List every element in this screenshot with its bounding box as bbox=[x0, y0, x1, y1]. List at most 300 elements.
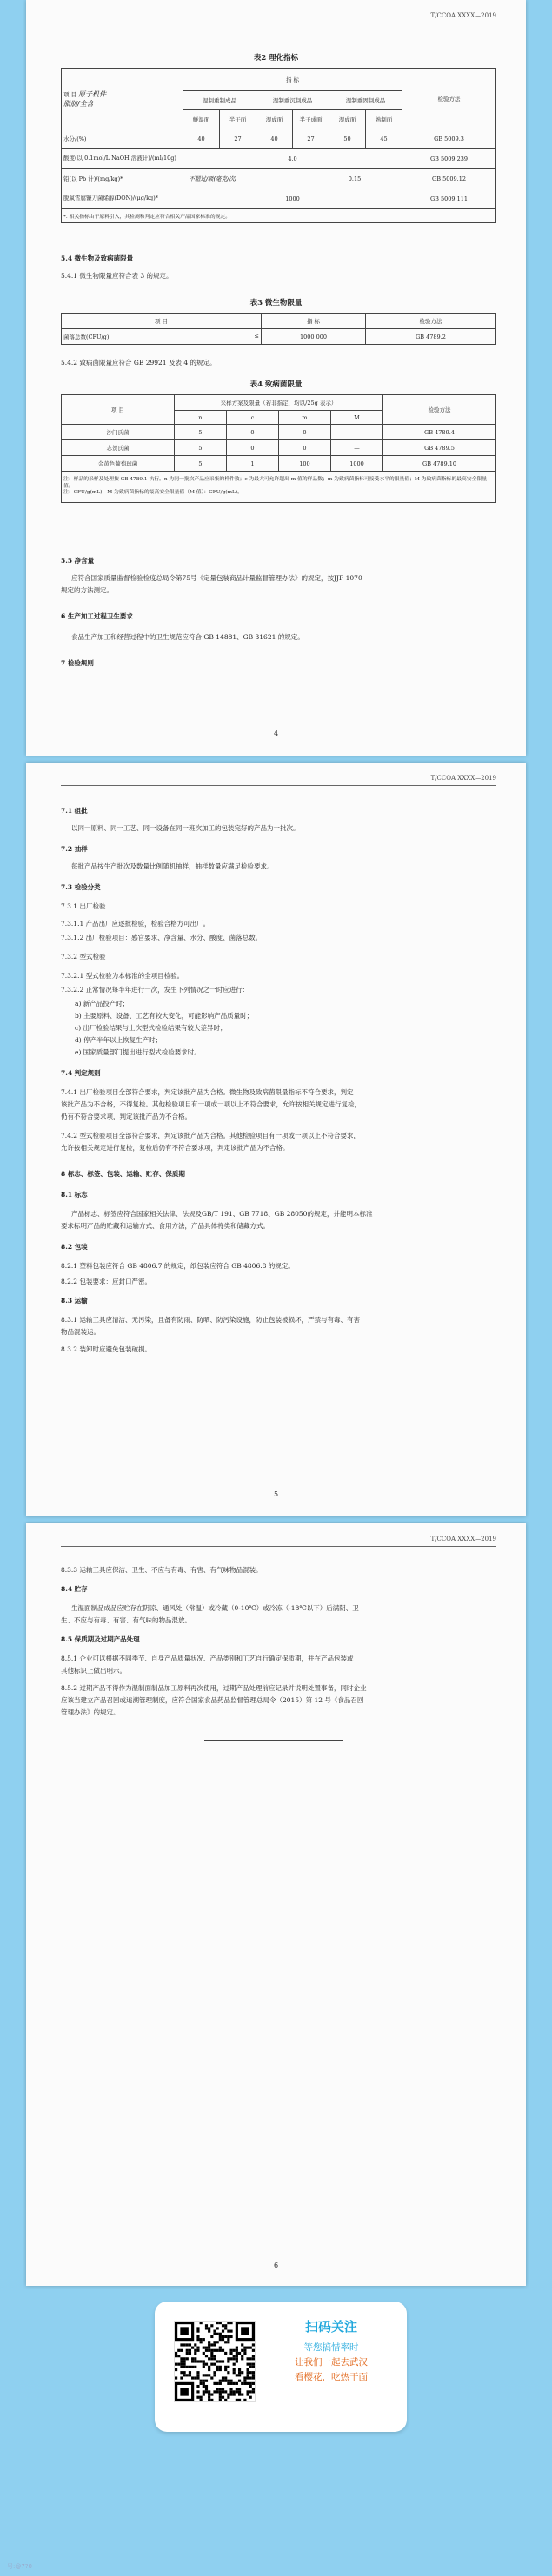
qr-module bbox=[249, 2357, 252, 2360]
paragraph-line: 7.4.2 型式检验项目全部符合要求，判定该批产品为合格。其他检验项目有一项或一项以上不符合要求， bbox=[61, 1132, 360, 1139]
section-5-5: 5.5 净含量 bbox=[61, 557, 95, 565]
t4-cell: 0 bbox=[227, 425, 279, 440]
qr-follow-card bbox=[155, 2302, 407, 2432]
qr-module bbox=[208, 2327, 210, 2329]
qr-module bbox=[210, 2335, 213, 2338]
end-of-document-rule bbox=[204, 1740, 343, 1741]
qr-module bbox=[191, 2360, 194, 2362]
qr-module bbox=[243, 2382, 246, 2385]
paragraph-line: 应该当建立产品召回或追溯管理制度，应符合国家食品药品监督管理总局令（2015）第 12 号《食品召回 bbox=[61, 1696, 364, 1704]
qr-module bbox=[249, 2385, 252, 2388]
paragraph-line: 产品标志、标签应符合国家相关法律、法规及GB/T 191、GB 7718、GB 28050的规定，并能明本标准 bbox=[71, 1210, 373, 1218]
qr-module bbox=[213, 2357, 216, 2360]
qr-module bbox=[200, 2399, 203, 2401]
qr-module bbox=[229, 2388, 232, 2390]
qr-module bbox=[203, 2385, 205, 2388]
qr-module bbox=[183, 2343, 186, 2346]
t4-cell: 5 bbox=[175, 425, 227, 440]
qr-module bbox=[208, 2347, 210, 2349]
paragraph-line: 8.2.1 塑料包装应符合 GB 4806.7 的规定，纸包装应符合 GB 4806.8 的规定。 bbox=[61, 1262, 295, 1270]
qr-module bbox=[252, 2376, 255, 2379]
qr-module bbox=[205, 2374, 208, 2376]
t2-merged-value: 0.15 不超过/吸(毫克/次) bbox=[183, 169, 402, 188]
qr-module bbox=[238, 2388, 241, 2390]
qr-module bbox=[180, 2360, 183, 2362]
t4-cell: 1 bbox=[227, 456, 279, 472]
t2-footnote: *. 相关指标由于原料引入，其检测和判定应符合相关产品国家标准的规定。 bbox=[62, 209, 496, 223]
qr-module bbox=[196, 2376, 199, 2379]
list-item: e) 国家质量部门提出进行型式检验要求时。 bbox=[75, 1048, 201, 1056]
qr-module bbox=[219, 2393, 222, 2395]
qr-module bbox=[246, 2371, 249, 2374]
qr-module bbox=[224, 2399, 227, 2401]
table-row bbox=[62, 456, 496, 472]
qr-module bbox=[249, 2371, 252, 2374]
qr-module bbox=[243, 2352, 246, 2355]
qr-module bbox=[219, 2349, 222, 2352]
qr-module bbox=[210, 2357, 213, 2360]
qr-module bbox=[175, 2363, 177, 2366]
table-row bbox=[62, 129, 496, 149]
qr-module bbox=[219, 2335, 222, 2338]
paragraph-line: 8.3.3 运输工具应保洁、卫生、不应与有毒、有害、有气味物品混装。 bbox=[61, 1566, 263, 1574]
qr-module bbox=[246, 2390, 249, 2393]
t4-col-M: M bbox=[331, 411, 383, 425]
qr-module bbox=[180, 2371, 183, 2374]
qr-module bbox=[205, 2347, 208, 2349]
qr-module bbox=[216, 2382, 219, 2385]
page-number: 5 bbox=[273, 1490, 279, 1498]
t3-method-header: 检验方法 bbox=[366, 314, 496, 329]
t4-cell: 100 bbox=[279, 456, 331, 472]
qr-module bbox=[200, 2380, 203, 2382]
qr-module bbox=[229, 2357, 232, 2360]
qr-module bbox=[203, 2363, 205, 2366]
qr-module bbox=[246, 2376, 249, 2379]
t2-sub-1: 鲜湿面 bbox=[183, 110, 220, 129]
section-5-5-text-1: 应符合国家质量监督检验检疫总局令第75号《定量包装商品计量监督管理办法》的规定，按JJF 1070 bbox=[71, 574, 362, 582]
qr-module bbox=[219, 2347, 222, 2349]
qr-module bbox=[241, 2355, 243, 2357]
page-number: 4 bbox=[273, 730, 279, 737]
qr-module bbox=[236, 2390, 238, 2393]
qr-module bbox=[189, 2349, 191, 2352]
qr-module bbox=[196, 2349, 199, 2352]
qr-module bbox=[216, 2349, 219, 2352]
t2-cell: 27 bbox=[293, 129, 329, 149]
t2-method: GB 5009.3 bbox=[402, 129, 496, 149]
qr-module bbox=[180, 2343, 183, 2346]
t4-method: GB 4789.10 bbox=[383, 456, 496, 472]
t4-cell: 0 bbox=[279, 440, 331, 456]
qr-module bbox=[203, 2347, 205, 2349]
qr-module bbox=[249, 2390, 252, 2393]
qr-module bbox=[208, 2374, 210, 2376]
qr-module bbox=[208, 2357, 210, 2360]
qr-module bbox=[222, 2349, 224, 2352]
section-heading: 7.1 组批 bbox=[61, 807, 88, 815]
qr-module bbox=[189, 2352, 191, 2355]
qr-module bbox=[233, 2368, 236, 2371]
section-heading: 7.2 抽样 bbox=[61, 845, 88, 853]
qr-module bbox=[205, 2349, 208, 2352]
qr-module bbox=[227, 2382, 229, 2385]
qr-module bbox=[208, 2330, 210, 2333]
qr-code[interactable] bbox=[174, 2321, 256, 2402]
qr-module bbox=[196, 2396, 199, 2399]
qr-module bbox=[227, 2322, 229, 2324]
t2-merged-value: 4.0 bbox=[183, 149, 402, 169]
t4-cell: 1000 bbox=[331, 456, 383, 472]
qr-module bbox=[238, 2380, 241, 2382]
qr-module bbox=[219, 2382, 222, 2385]
qr-module bbox=[180, 2357, 183, 2360]
section-7: 7 检验规则 bbox=[61, 659, 94, 667]
qr-module bbox=[203, 2374, 205, 2376]
t4-plan-header: 采样方案及限量（若非指定，均以/25g 表示） bbox=[175, 395, 383, 411]
paragraph-line: 该批产品为不合格，不得复检。其他检验项目有一项或一项以上不符合要求，允许按相关规定进行复检， bbox=[61, 1100, 361, 1108]
paragraph-line: 以同一原料、同一工艺、同一设备在同一班次加工的包装完好的产品为一批次。 bbox=[71, 824, 300, 832]
qr-module bbox=[210, 2393, 213, 2395]
qr-module bbox=[238, 2371, 241, 2374]
watermark-text: 号:@7?0 bbox=[7, 2563, 32, 2570]
t2-cell: 45 bbox=[366, 129, 402, 149]
paragraph-line: 生湿面制品成品应贮存在阴凉、通风处（常温）或冷藏（0-10℃）或冷冻（-18℃以下）后满阴、卫 bbox=[71, 1604, 359, 1612]
section-heading: 8.5 保质期及过期产品处理 bbox=[61, 1635, 140, 1643]
qr-module bbox=[243, 2347, 246, 2349]
qr-module bbox=[196, 2360, 199, 2362]
paragraph-line: 7.3.2.1 型式检验为本标准的全项目检验。 bbox=[61, 972, 184, 980]
qr-module bbox=[200, 2396, 203, 2399]
table4-caption: 表4 致病菌限量 bbox=[249, 380, 303, 389]
qr-module bbox=[208, 2396, 210, 2399]
qr-module bbox=[233, 2355, 236, 2357]
qr-module bbox=[229, 2335, 232, 2338]
section-5-5-text-2: 规定的方法测定。 bbox=[61, 586, 113, 594]
paragraph-line: 8.5.2 过期产品不得作为湿制面制品加工原料再次使用，过期产品处理前应记录并说明处置事备，同时企业 bbox=[61, 1684, 367, 1692]
list-item: d) 停产半年以上恢复生产时； bbox=[75, 1036, 163, 1044]
qr-module bbox=[196, 2338, 199, 2341]
qr-module bbox=[246, 2363, 249, 2366]
qr-module bbox=[216, 2360, 219, 2362]
page-header: T/CCOA XXXX—2019 bbox=[430, 775, 496, 782]
qr-module bbox=[224, 2376, 227, 2379]
qr-module bbox=[183, 2360, 186, 2362]
qr-module bbox=[210, 2324, 213, 2327]
t2-merged-value: 1000 bbox=[183, 188, 402, 209]
qr-module bbox=[222, 2338, 224, 2341]
qr-module bbox=[241, 2349, 243, 2352]
qr-module bbox=[252, 2355, 255, 2357]
page-header: T/CCOA XXXX—2019 bbox=[430, 1536, 496, 1542]
qr-module bbox=[186, 2357, 189, 2360]
qr-module bbox=[213, 2343, 216, 2346]
qr-module bbox=[183, 2366, 186, 2368]
qr-module bbox=[213, 2355, 216, 2357]
qr-module bbox=[205, 2324, 208, 2327]
qr-module bbox=[208, 2366, 210, 2368]
qr-module bbox=[196, 2335, 199, 2338]
section-5-4-2: 5.4.2 致病菌限量应符合 GB 29921 及表 4 的规定。 bbox=[61, 359, 216, 367]
qr-module bbox=[222, 2390, 224, 2393]
section-5-4: 5.4 微生物及致病菌限量 bbox=[61, 254, 134, 262]
qr-module bbox=[219, 2399, 222, 2401]
qr-module bbox=[233, 2349, 236, 2352]
qr-module bbox=[194, 2376, 196, 2379]
paragraph-line: 7.4.1 出厂检验项目全部符合要求，判定该批产品为合格。微生物及致病菌限量指标不符合要求，判定 bbox=[61, 1088, 354, 1096]
qr-module bbox=[224, 2380, 227, 2382]
qr-module bbox=[196, 2347, 199, 2349]
t2-method: GB 5009.12 bbox=[402, 169, 496, 188]
qr-module bbox=[227, 2396, 229, 2399]
qr-module bbox=[180, 2388, 189, 2396]
qr-module bbox=[252, 2349, 255, 2352]
page-header: T/CCOA XXXX—2019 bbox=[430, 12, 496, 19]
qr-module bbox=[236, 2382, 238, 2385]
qr-module bbox=[216, 2333, 219, 2335]
paragraph-line: 7.3.2.2 正常情况每半年进行一次，发生下列情况之一时应进行： bbox=[61, 986, 249, 994]
qr-module bbox=[200, 2338, 203, 2341]
qr-module bbox=[186, 2366, 189, 2368]
qr-module bbox=[183, 2374, 186, 2376]
qr-module bbox=[236, 2349, 238, 2352]
section-5-4-1: 5.4.1 微生物限量应符合表 3 的规定。 bbox=[61, 272, 173, 280]
qr-module bbox=[194, 2357, 196, 2360]
qr-module bbox=[196, 2327, 199, 2329]
qr-module bbox=[191, 2347, 194, 2349]
qr-module bbox=[236, 2399, 238, 2401]
t4-col-n: n bbox=[175, 411, 227, 425]
qr-module bbox=[186, 2352, 189, 2355]
qr-module bbox=[216, 2390, 219, 2393]
qr-module bbox=[236, 2347, 238, 2349]
t2-sub-3: 湿成面 bbox=[256, 110, 293, 129]
qr-module bbox=[249, 2366, 252, 2368]
qr-module bbox=[227, 2330, 229, 2333]
table-row bbox=[62, 440, 496, 456]
t2-sub-4: 半干成面 bbox=[293, 110, 329, 129]
paragraph-line: 物品混装运。 bbox=[61, 1328, 100, 1336]
qr-module bbox=[189, 2371, 191, 2374]
qr-module bbox=[200, 2341, 203, 2343]
qr-module bbox=[229, 2390, 232, 2393]
qr-module bbox=[252, 2343, 255, 2346]
qr-module bbox=[249, 2396, 252, 2399]
qr-module bbox=[213, 2382, 216, 2385]
qr-module bbox=[196, 2390, 199, 2393]
qr-module bbox=[183, 2357, 186, 2360]
t4-row-name: 沙门氏菌 bbox=[62, 425, 175, 440]
qr-module bbox=[180, 2349, 183, 2352]
qr-module bbox=[233, 2382, 236, 2385]
section-heading: 8.2 包装 bbox=[61, 1243, 88, 1251]
qr-module bbox=[229, 2382, 232, 2385]
qr-module bbox=[213, 2371, 216, 2374]
table4-pathogen bbox=[61, 394, 496, 503]
qr-module bbox=[205, 2385, 208, 2388]
qr-module bbox=[227, 2335, 229, 2338]
qr-module bbox=[189, 2343, 191, 2346]
paragraph-line: 7.3.1.1 产品出厂应逐批检验，检验合格方可出厂。 bbox=[61, 920, 210, 928]
section-6: 6 生产加工过程卫生要求 bbox=[61, 612, 133, 620]
document-page-4 bbox=[26, 0, 526, 756]
t2-cell: 27 bbox=[220, 129, 256, 149]
qr-module bbox=[246, 2357, 249, 2360]
qr-module bbox=[194, 2366, 196, 2368]
qr-module bbox=[213, 2374, 216, 2376]
qr-module bbox=[224, 2390, 227, 2393]
qr-module bbox=[222, 2335, 224, 2338]
qr-line-2: 让我们一起去武汉 bbox=[295, 2356, 368, 2368]
qr-module bbox=[194, 2349, 196, 2352]
qr-module bbox=[180, 2366, 183, 2368]
table3-microbial bbox=[61, 313, 496, 345]
qr-module bbox=[224, 2352, 227, 2355]
t2-row-name: 酸度(以 0.1mol/L NaOH 溶液计)/(ml/10g) bbox=[62, 149, 183, 169]
qr-module bbox=[196, 2371, 199, 2374]
qr-module bbox=[208, 2399, 210, 2401]
qr-module bbox=[189, 2374, 191, 2376]
qr-module bbox=[200, 2360, 203, 2362]
table2-physicochemical bbox=[61, 68, 496, 223]
section-heading: 8.1 标志 bbox=[61, 1191, 88, 1199]
t4-notes: 注：样品的采样及处理按 GB 4789.1 执行。n 为同一批次产品应采集的样件数；c 为最大可允许超出 m 值的样品数；m 为致病菌指标可接受水平的限量值；M 为致病菌指标的最高安全限量值。 注：CFU/g(mL)，M 为致病菌指标的最高安全限量值（M 值）：CFU/g(mL)。 bbox=[62, 472, 496, 503]
qr-module bbox=[200, 2382, 203, 2385]
t2-row-name: 铅(以 Pb 计)/(mg/kg)* bbox=[62, 169, 183, 188]
table3-caption: 表3 微生物限量 bbox=[249, 299, 303, 307]
qr-module bbox=[236, 2352, 238, 2355]
qr-module bbox=[246, 2368, 249, 2371]
qr-module bbox=[189, 2366, 191, 2368]
qr-module bbox=[227, 2338, 229, 2341]
table-row bbox=[62, 149, 496, 169]
qr-module bbox=[252, 2366, 255, 2368]
qr-module bbox=[229, 2393, 232, 2395]
qr-module bbox=[222, 2388, 224, 2390]
qr-module bbox=[219, 2396, 222, 2399]
qr-module bbox=[208, 2349, 210, 2352]
t2-group-3: 湿制重固制成品 bbox=[329, 91, 402, 110]
paragraph-line: 要求标明产品的贮藏和运输方式、食用方法，产品具体将类和储藏方式。 bbox=[61, 1222, 269, 1230]
qr-module bbox=[227, 2366, 229, 2368]
qr-module bbox=[243, 2376, 246, 2379]
t2-sub-6: 熟制面 bbox=[366, 110, 402, 129]
paragraph-line: 8.5.1 企业可以根据不同季节、自身产品质量状况、产品类别和工艺自行确定保质期，并在产品包装或 bbox=[61, 1655, 354, 1662]
document-page-5 bbox=[26, 763, 526, 1516]
table-row bbox=[62, 425, 496, 440]
qr-module bbox=[203, 2366, 205, 2368]
paragraph-line: 8.3.1 运输工具应清洁、无污染，且备有防雨、防晒、防污染设施，防止包装被损坏，严禁与有毒、有害 bbox=[61, 1316, 360, 1324]
paragraph-line: 生、不应与有毒、有害、有气味的物品混放。 bbox=[61, 1616, 191, 1624]
qr-module bbox=[213, 2349, 216, 2352]
qr-code-graphic bbox=[175, 2322, 255, 2401]
qr-module bbox=[183, 2363, 186, 2366]
t2-sub-2: 半干面 bbox=[220, 110, 256, 129]
t2-row-name: 水分/(%) bbox=[62, 129, 183, 149]
qr-module bbox=[243, 2349, 246, 2352]
qr-module bbox=[210, 2363, 213, 2366]
qr-module bbox=[180, 2363, 183, 2366]
qr-module bbox=[191, 2357, 194, 2360]
qr-module bbox=[243, 2399, 246, 2401]
t4-cell: 5 bbox=[175, 440, 227, 456]
qr-module bbox=[203, 2338, 205, 2341]
t2-item-header: 项 目 原子机件 脂肪/全含 bbox=[62, 69, 183, 129]
qr-module bbox=[180, 2376, 183, 2379]
qr-module bbox=[194, 2343, 196, 2346]
qr-module bbox=[203, 2360, 205, 2362]
qr-module bbox=[229, 2322, 232, 2324]
qr-module bbox=[177, 2355, 180, 2357]
qr-module bbox=[203, 2390, 205, 2393]
qr-module bbox=[194, 2352, 196, 2355]
qr-module bbox=[205, 2355, 208, 2357]
qr-module bbox=[222, 2324, 224, 2327]
qr-module bbox=[229, 2352, 232, 2355]
qr-module bbox=[238, 2399, 241, 2401]
qr-module bbox=[219, 2366, 222, 2368]
t2-method-header: 检验方法 bbox=[402, 69, 496, 129]
qr-module bbox=[210, 2352, 213, 2355]
qr-module bbox=[219, 2360, 222, 2362]
qr-module bbox=[203, 2393, 205, 2395]
qr-module bbox=[241, 2393, 243, 2395]
qr-module bbox=[222, 2330, 224, 2333]
table-row bbox=[62, 169, 496, 188]
t2-cell: 50 bbox=[329, 129, 366, 149]
qr-module bbox=[238, 2390, 241, 2393]
qr-module bbox=[208, 2368, 210, 2371]
handwritten-note-3: 不超过/吸(毫克/次) bbox=[189, 175, 237, 182]
qr-module bbox=[213, 2330, 216, 2333]
qr-module bbox=[227, 2341, 229, 2343]
qr-module bbox=[175, 2368, 177, 2371]
t3-row-name: 菌落总数(CFU/g) ≤ bbox=[62, 329, 262, 345]
qr-module bbox=[208, 2393, 210, 2395]
qr-module bbox=[222, 2376, 224, 2379]
qr-module bbox=[224, 2368, 227, 2371]
qr-module bbox=[216, 2388, 219, 2390]
t2-cell: 40 bbox=[256, 129, 293, 149]
qr-module bbox=[238, 2368, 241, 2371]
section-heading: 8.3 运输 bbox=[61, 1297, 88, 1305]
table-row bbox=[62, 329, 496, 345]
t4-method: GB 4789.5 bbox=[383, 440, 496, 456]
t2-group-1: 湿制重制成品 bbox=[183, 91, 256, 110]
qr-module bbox=[236, 2360, 238, 2362]
paragraph-line: 每批产品按生产批次及数量比例随机抽样，抽样数量应满足检验要求。 bbox=[71, 862, 274, 870]
qr-module bbox=[243, 2380, 246, 2382]
t4-col-m: m bbox=[279, 411, 331, 425]
paragraph-line: 管理办法》的规定。 bbox=[61, 1708, 120, 1716]
qr-module bbox=[249, 2363, 252, 2366]
t3-row-value: 1000 000 bbox=[262, 329, 366, 345]
qr-module bbox=[208, 2341, 210, 2343]
qr-module bbox=[175, 2376, 177, 2379]
qr-module bbox=[175, 2352, 177, 2355]
table2-caption: 表2 理化指标 bbox=[253, 54, 299, 63]
qr-module bbox=[246, 2347, 249, 2349]
qr-module bbox=[227, 2371, 229, 2374]
qr-module bbox=[222, 2380, 224, 2382]
qr-module bbox=[210, 2376, 213, 2379]
t2-sub-5: 湿成面 bbox=[329, 110, 366, 129]
qr-module bbox=[224, 2327, 227, 2329]
t3-row-method: GB 4789.2 bbox=[366, 329, 496, 345]
t4-cell: 0 bbox=[279, 425, 331, 440]
qr-module bbox=[249, 2382, 252, 2385]
qr-module bbox=[216, 2322, 219, 2324]
